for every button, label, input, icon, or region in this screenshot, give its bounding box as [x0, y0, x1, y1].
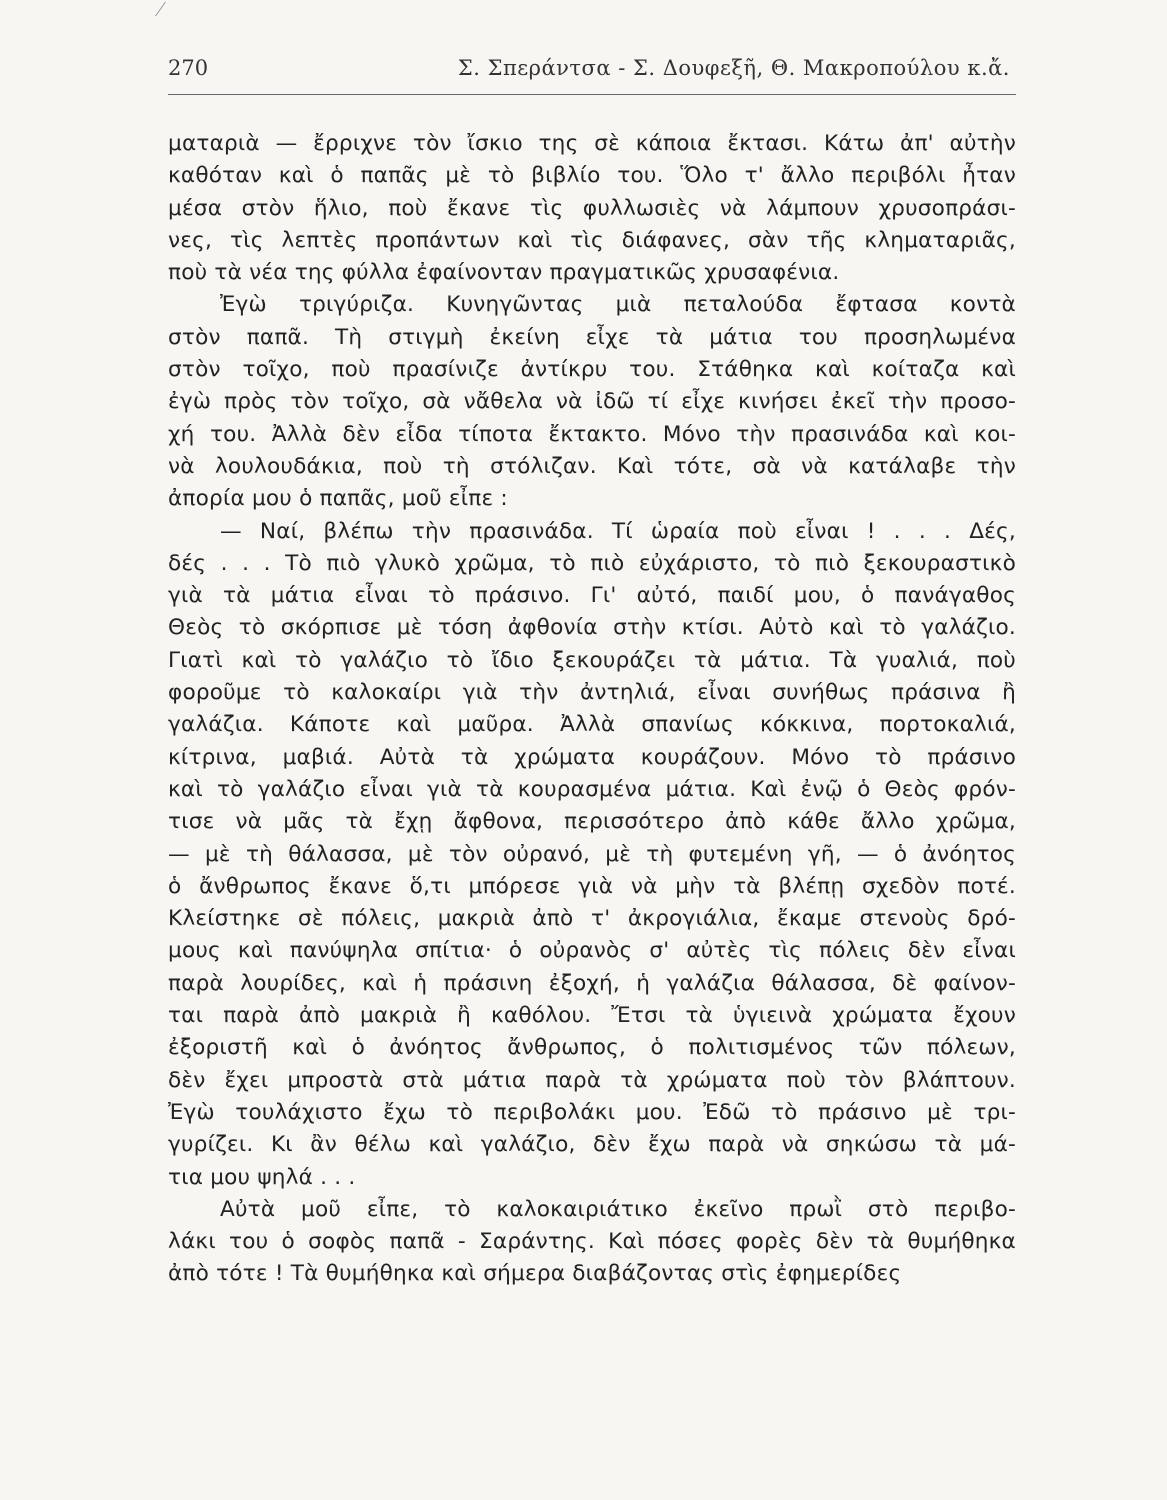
text-line: παρὰ λουρίδες, καὶ ἡ πράσινη ἐξοχή, ἡ γαλάζια θάλασσα, δὲ φαίνον- [168, 970, 1016, 996]
text-line: Θεὸς τὸ σκόρπισε μὲ τόση ἀφθονία στὴν κτίσι. Αὐτὸ καὶ τὸ γαλάζιο. [168, 615, 1016, 641]
paragraph [168, 289, 1016, 515]
text-line: Ἐγὼ τουλάχιστο ἔχω τὸ περιβολάκι μου. Ἐδῶ τὸ πράσινο μὲ τρι- [168, 1099, 1016, 1125]
text-line: γυρίζει. Κι ἂν θέλω καὶ γαλάζιο, δὲν ἔχω παρὰ νὰ σηκώσω τὰ μά- [168, 1132, 1016, 1158]
text-line: νες, τὶς λεπτὲς προπάντων καὶ τὶς διάφανες, σὰν τῆς κληματαριᾶς, [168, 227, 1016, 253]
text-line: ματαριὰ — ἔρριχνε τὸν ἴσκιο της σὲ κάποια ἔκτασι. Κάτω ἀπ' αὐτὴν [168, 131, 1016, 156]
text-line: καὶ τὸ γαλάζιο εἶναι γιὰ τὰ κουρασμένα μάτια. Καὶ ἐνῷ ὁ Θεὸς φρόν- [168, 776, 1016, 802]
paragraph [168, 516, 1016, 1194]
paragraph [168, 1194, 1016, 1291]
text-line: ἐγὼ πρὸς τὸν τοῖχο, σὰ νἄθελα νὰ ἰδῶ τί εἶχε κινήσει ἐκεῖ τὴν προσο- [168, 389, 1016, 415]
page-header [168, 56, 1020, 96]
text-line: ἀπορία μου ὁ παπᾶς, μοῦ εἶπε : [168, 486, 508, 512]
text-line: ται παρὰ ἀπὸ μακριὰ ἢ καθόλου. Ἔτσι τὰ ὑγιεινὰ χρώματα ἔχουν [168, 1003, 1016, 1029]
scan-mark [155, 2, 182, 16]
body-text [168, 128, 1016, 1291]
text-line: γαλάζια. Κάποτε καὶ μαῦρα. Ἀλλὰ σπανίως κόκκινα, πορτοκαλιά, [168, 712, 1016, 738]
text-line: — μὲ τὴ θάλασσα, μὲ τὸν οὐρανό, μὲ τὴ φυτεμένη γῆ, — ὁ ἀνόητος [168, 841, 1016, 867]
text-line: χή του. Ἀλλὰ δὲν εἶδα τίποτα ἔκτακτο. Μόνο τὴν πρασινάδα καὶ κοι- [168, 421, 1016, 447]
text-line: στὸν παπᾶ. Τὴ στιγμὴ ἐκείνη εἶχε τὰ μάτια του προσηλωμένα [168, 324, 1016, 350]
text-line: Κλείστηκε σὲ πόλεις, μακριὰ ἀπὸ τ' ἀκρογιάλια, ἔκαμε στενοὺς δρό- [168, 906, 1016, 932]
text-line: καθόταν καὶ ὁ παπᾶς μὲ τὸ βιβλίο του. Ὅλο τ' ἄλλο περιβόλι ἦταν [168, 163, 1016, 189]
header-rule [168, 94, 1016, 95]
text-line: τια μου ψηλά . . . [168, 1164, 356, 1190]
text-line: μους καὶ πανύψηλα σπίτια· ὁ οὐρανὸς σ' αὐτὲς τὶς πόλεις δὲν εἶναι [168, 938, 1016, 964]
text-line: ἐξοριστῆ καὶ ὁ ἀνόητος ἄνθρωπος, ὁ πολιτισμένος τῶν πόλεων, [168, 1035, 1016, 1061]
page-number: 270 [168, 56, 209, 80]
text-line: ἀπὸ τότε ! Τὰ θυμήθηκα καὶ σήμερα διαβάζοντας στὶς ἐφημερίδες [168, 1261, 902, 1287]
text-line: μέσα στὸν ἥλιο, ποὺ ἔκανε τὶς φυλλωσιὲς νὰ λάμπουν χρυσοπράσι- [168, 195, 1016, 221]
text-line: Αὐτὰ μοῦ εἶπε, τὸ καλοκαιριάτικο ἐκεῖνο πρωῒ στὸ περιβο- [220, 1196, 1016, 1222]
paragraph [168, 128, 1016, 289]
text-line: Γιατὶ καὶ τὸ γαλάζιο τὸ ἴδιο ξεκουράζει τὰ μάτια. Τὰ γυαλιά, ποὺ [168, 647, 1016, 673]
text-line: φοροῦμε τὸ καλοκαίρι γιὰ τὴν ἀντηλιά, εἶναι συνήθως πράσινα ἢ [168, 680, 1016, 706]
text-line: νὰ λουλουδάκια, ποὺ τὴ στόλιζαν. Καὶ τότε, σὰ νὰ κατάλαβε τὴν [168, 453, 1016, 479]
text-line: Ἐγὼ τριγύριζα. Κυνηγῶντας μιὰ πεταλούδα ἔφτασα κοντὰ [220, 292, 1016, 318]
text-line: ποὺ τὰ νέα της φύλλα ἐφαίνονταν πραγματικῶς χρυσαφένια. [168, 260, 840, 286]
text-line: κίτρινα, μαβιά. Αὐτὰ τὰ χρώματα κουράζουν. Μόνο τὸ πράσινο [168, 744, 1016, 770]
text-line: ὁ ἄνθρωπος ἔκανε ὅ,τι μπόρεσε γιὰ νὰ μὴν τὰ βλέπῃ σχεδὸν ποτέ. [168, 873, 1016, 899]
text-line: δές . . . Τὸ πιὸ γλυκὸ χρῶμα, τὸ πιὸ εὐχάριστο, τὸ πιὸ ξεκουραστικὸ [168, 550, 1016, 576]
text-line: λάκι του ὁ σοφὸς παπᾶ - Σαράντης. Καὶ πόσες φορὲς δὲν τὰ θυμήθηκα [168, 1229, 1016, 1255]
text-line: — Ναί, βλέπω τὴν πρασινάδα. Τί ὡραία ποὺ εἶναι ! . . . Δές, [220, 518, 1016, 544]
text-line: στὸν τοῖχο, ποὺ πρασίνιζε ἀντίκρυ του. Στάθηκα καὶ κοίταζα καὶ [168, 357, 1016, 383]
text-line: γιὰ τὰ μάτια εἶναι τὸ πράσινο. Γι' αὐτό, παιδί μου, ὁ πανάγαθος [168, 583, 1016, 609]
text-line: τισε νὰ μᾶς τὰ ἔχῃ ἄφθονα, περισσότερο ἀπὸ κάθε ἄλλο χρῶμα, [168, 809, 1016, 835]
running-head: Σ. Σπεράντσα - Σ. Δουφεξῆ, Θ. Μακροπούλου κ.ἄ. [457, 56, 1010, 80]
text-line: δὲν ἔχει μπροστὰ στὰ μάτια παρὰ τὰ χρώματα ποὺ τὸν βλάπτουν. [168, 1067, 1016, 1093]
